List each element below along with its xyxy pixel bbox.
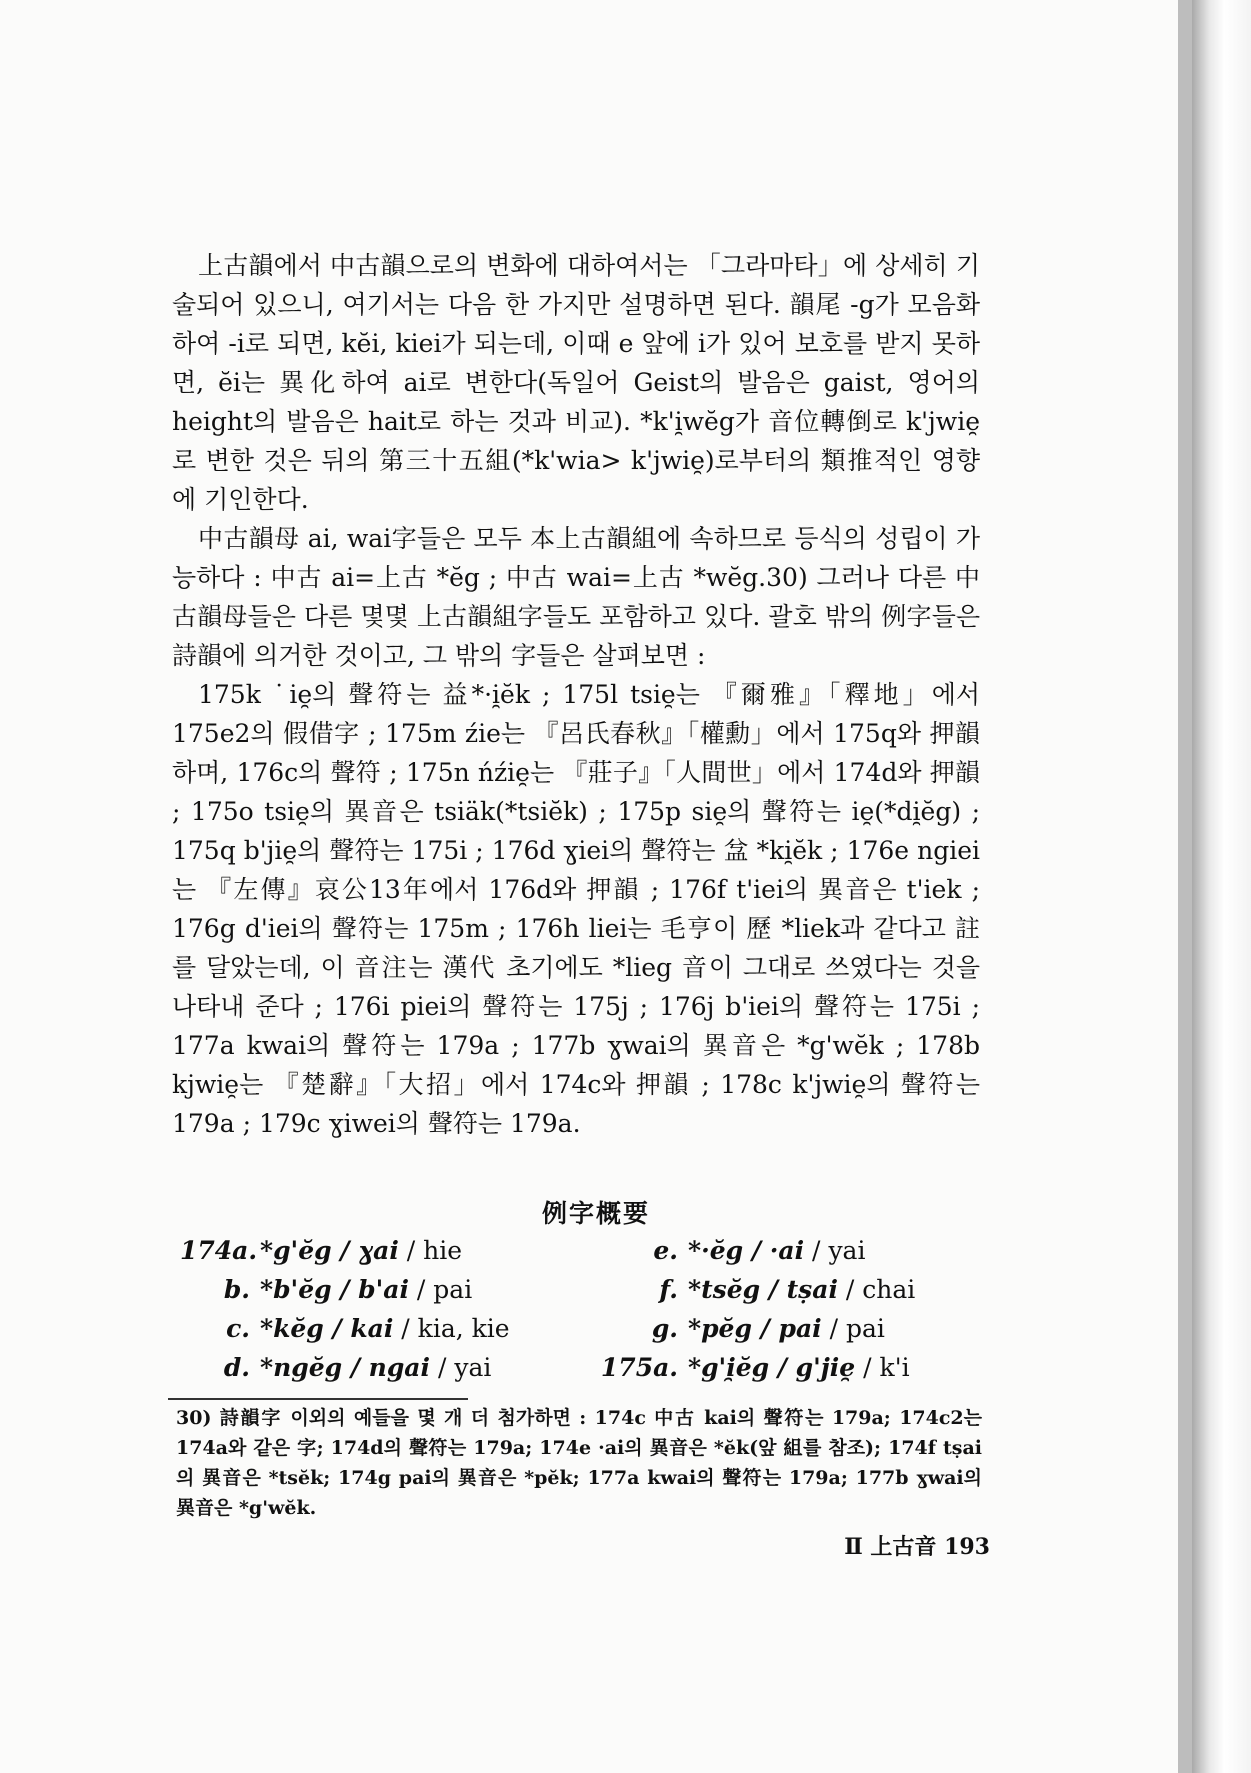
page-curl-edge: [1192, 0, 1251, 1773]
example-modern: yai: [828, 1236, 866, 1265]
example-modern: k'i: [879, 1353, 910, 1382]
main-text: [172, 246, 980, 1143]
example-right: g. *pĕg / pai / pai: [600, 1309, 940, 1348]
examples-list: [180, 1231, 940, 1387]
example-label: b.: [223, 1275, 250, 1304]
example-row: [180, 1231, 940, 1270]
examples-heading: 例字概要: [541, 1199, 650, 1228]
example-right: f. *tsĕg / tṣai / chai: [600, 1270, 940, 1309]
example-modern: pai: [433, 1275, 473, 1304]
example-form: *kĕg / kai: [260, 1314, 394, 1343]
example-label: f.: [659, 1275, 678, 1304]
example-modern: yai: [454, 1353, 492, 1382]
example-modern: chai: [862, 1275, 916, 1304]
example-label: 175a.: [600, 1353, 678, 1382]
example-left: c. *kĕg / kai / kia, kie: [180, 1309, 600, 1348]
example-form: *·ĕg / ·ai: [688, 1236, 805, 1265]
example-form: *ngĕg / ngai: [260, 1353, 431, 1382]
footnote-divider: [168, 1398, 468, 1400]
example-left: b. *b'ĕg / b'ai / pai: [180, 1270, 600, 1309]
example-modern: pai: [845, 1314, 885, 1343]
folio-section: Ⅱ 上古音: [844, 1534, 937, 1560]
example-form: *g'ĕg / ɣai: [260, 1236, 399, 1265]
example-right: e. *·ĕg / ·ai / yai: [600, 1231, 940, 1270]
page-number: 193: [944, 1534, 990, 1560]
example-right: 175a. *g'i̯ĕg / g'jie̯ / k'i: [600, 1348, 940, 1387]
example-form: *tsĕg / tṣai: [688, 1275, 838, 1304]
example-row: [180, 1270, 940, 1309]
example-label: c.: [226, 1314, 250, 1343]
page-folio: [790, 1530, 990, 1561]
example-form: *pĕg / pai: [688, 1314, 822, 1343]
example-form: *b'ĕg / b'ai: [260, 1275, 409, 1304]
example-label: 174a.: [180, 1236, 258, 1265]
example-form: *g'i̯ĕg / g'jie̯: [688, 1353, 856, 1382]
paragraph-1: 上古韻에서 中古韻으로의 변화에 대하여서는 「그라마타」에 상세히 기술되어 있으니, 여기서는 다음 한 가지만 설명하면 된다. 韻尾 -g가 모음화하여 -i로 되면, kĕi, kiei가 되는데, 이때 e 앞에 i가 있어 보호를 받지 못하면, ĕi는 異化하여 ai로 변한다(독일어 Geist의 발음은 gaist, 영어의 height의 발음은 hait로 하는 것과 비교). *k'i̯wĕg가 音位轉倒로 k'jwie̯로 변한 것은 뒤의 第三十五組(*k'wia> k'jwie̯)로부터의 類推적인 영향에 기인한다.: [172, 251, 980, 514]
example-row: [180, 1309, 940, 1348]
example-row: [180, 1348, 940, 1387]
example-label: e.: [653, 1236, 678, 1265]
paragraph-2: 中古韻母 ai, wai字들은 모두 本上古韻組에 속하므로 등식의 성립이 가능하다 : 中古 ai=上古 *ĕg ; 中古 wai=上古 *wĕg.30) 그러나 다른 中古韻母들은 다른 몇몇 上古韻組字들도 포함하고 있다. 괄호 밖의 例字들은 詩韻에 의거한 것이고, 그 밖의 字들은 살펴보면 :: [172, 524, 980, 670]
example-left: d. *ngĕg / ngai / yai: [180, 1348, 600, 1387]
example-modern: kia, kie: [417, 1314, 510, 1343]
example-label: d.: [223, 1353, 250, 1382]
example-label: g.: [651, 1314, 678, 1343]
footnote-30: 30) 詩韻字 이외의 예들을 몇 개 더 첨가하면 : 174c 中古 kai의 聲符는 179a; 174c2는 174a와 같은 字; 174d의 聲符는 179a; 174e ·ai의 異音은 *ĕk(앞 組를 참조); 174f tṣai의 異音은 *tsĕk; 174g pai의 異音은 *pĕk; 177a kwai의 聲符는 179a; 177b ɣwai의 異音은 *g'wĕk.: [176, 1407, 982, 1519]
paragraph-3: 175k ˙ie̯의 聲符는 益*·i̯ĕk ; 175l tsie̯는 『爾雅』「釋地」에서 175e2의 假借字 ; 175m źie는 『呂氏春秋』「權勳」에서 175q와 押韻하며, 176c의 聲符 ; 175n ńźie̯는 『莊子』「人間世」에서 174d와 押韻 ; 175o tsie̯의 異音은 tsiäk(*tsiĕk) ; 175p sie̯의 聲符는 ie̯(*di̯ĕg) ; 175q b'jie̯의 聲符는 175i ; 176d ɣiei의 聲符는 㿽 *ki̯ĕk ; 176e ngiei는 『左傳』哀公13年에서 176d와 押韻 ; 176f t'iei의 異音은 t'iek ; 176g d'iei의 聲符는 175m ; 176h liei는 毛亨이 歷 *liek과 같다고 註를 달았는데, 이 音注는 漢代 초기에도 *lieg 音이 그대로 쓰였다는 것을 나타내 준다 ; 176i piei의 聲符는 175j ; 176j b'iei의 聲符는 175i ; 177a kwai의 聲符는 179a ; 177b ɣwai의 異音은 *g'wĕk ; 178b kjwie̯는 『楚辭』「大招」에서 174c와 押韻 ; 178c k'jwie̯의 聲符는 179a ; 179c ɣiwei의 聲符는 179a.: [172, 680, 980, 1138]
example-left: 174a. *g'ĕg / ɣai / hie: [180, 1231, 600, 1270]
example-modern: hie: [423, 1236, 463, 1265]
